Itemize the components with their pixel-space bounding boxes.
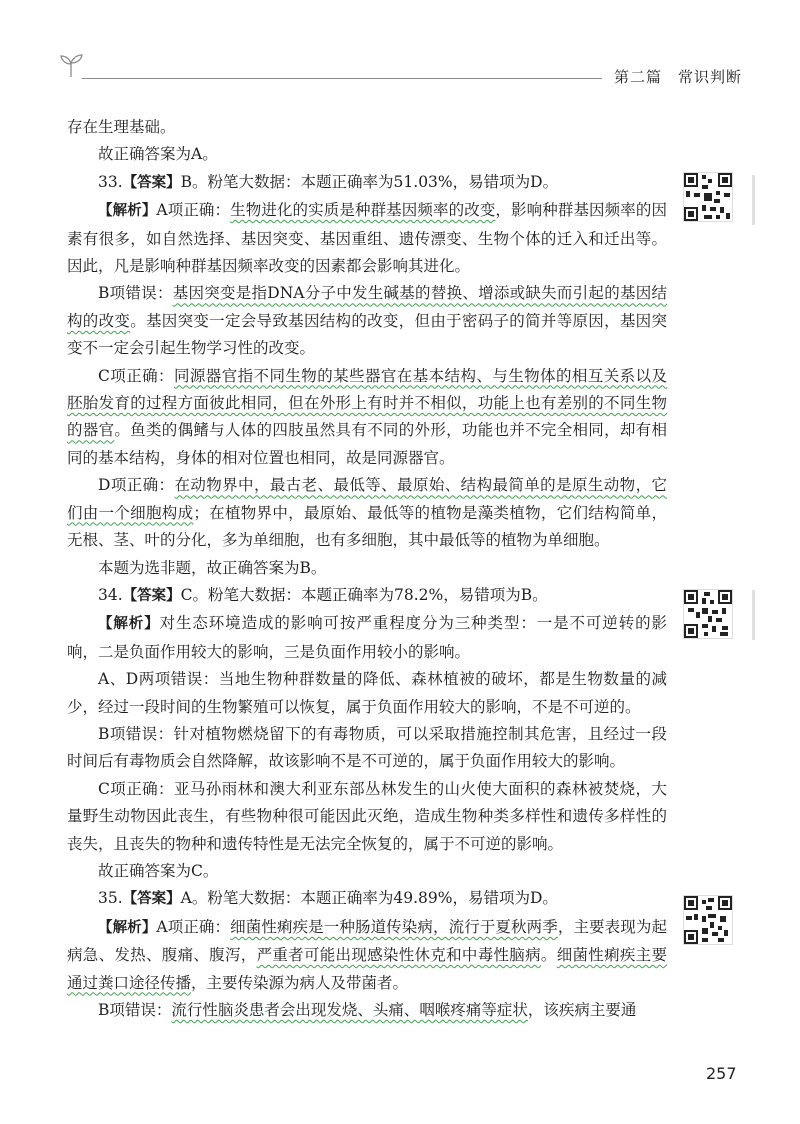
question-35-analysis-b [67, 997, 667, 1024]
analysis-label: 【解析】 [98, 616, 160, 633]
analysis-label: 【解析】 [98, 919, 157, 936]
qr-code-icon [684, 896, 732, 944]
question-34-analysis-ad [67, 666, 667, 721]
page-header [0, 0, 800, 100]
underlined-text: 同源器官指不同生物的某些器官在基本结构、与生物体的相互关系以及胚胎发育的过程方面彼此相同，但在外形上有时并不相似，功能上也有差别的不同生物的器官 [67, 366, 667, 440]
section-title: 第二篇 常识判断 [614, 68, 743, 86]
option-prefix: A、D两项错误： [98, 670, 219, 689]
option-prefix: C项正确： [98, 366, 174, 385]
explanation-text: ，该疾病主要通 [527, 1001, 637, 1019]
question-33-analysis-d [67, 472, 667, 554]
explanation-text: ，主要传染源为病人及带菌者。 [191, 973, 409, 992]
underlined-text: 严重者可能出现感染性休克和中毒性脑病 [256, 946, 541, 965]
option-prefix: A项正确： [156, 201, 231, 220]
answer-label: 【答案】 [122, 174, 181, 191]
answer-text: A。粉笔大数据：本题正确率为49.89%，易错项为D。 [180, 889, 558, 908]
option-prefix: B项错误： [98, 284, 173, 303]
question-33-analysis-a [67, 197, 667, 280]
explanation-text: 当地生物种群数量的降低、森林植被的破坏，都是生物数量的减少，经过一段时间的生物繁殖可以恢复，属于负面作用较大的影响，不是不可逆的。 [67, 670, 667, 716]
paragraph: 故正确答案为A。 [98, 145, 218, 164]
question-34-answer [67, 582, 667, 610]
paragraph: 存在生理基础。 [67, 118, 176, 136]
qr-code-icon [683, 589, 733, 639]
question-number: 34. [98, 585, 123, 604]
explanation-text: 。鱼类的偶鳍与人体的四肢虽然具有不同的外形，功能也并不完全相同，却有相同的基本结构，身体的相对位置也相同，故是同源器官。 [67, 421, 667, 467]
edge-mark [752, 175, 755, 225]
answer-label: 【答案】 [122, 891, 181, 908]
underlined-text: 细菌性痢疾主要通过粪口途径传播 [67, 946, 667, 992]
explanation-text: 亚马孙雨林和澳大利亚东部丛林发生的山火使大面积的森林被焚烧，大量野生动物因此丧生，有些物种很可能因此灭绝，造成生物种类多样性和遗传多样性的丧失，且丧失的物种和遗传特性是无法完全恢复的，属于不可逆的影响。 [67, 779, 667, 853]
question-33-analysis-c [67, 363, 667, 473]
question-35-answer [67, 885, 667, 913]
analysis-label: 【解析】 [98, 203, 157, 220]
question-33-answer [67, 169, 667, 197]
qr-code-icon [683, 895, 733, 945]
answer-text: C。粉笔大数据：本题正确率为78.2%，易错项为B。 [180, 585, 548, 604]
explanation-text: ；在植物界中，最原始、最低等的植物是藻类植物，它们结构简单，无根、茎、叶的分化，多为单细胞，也有多细胞，其中最低等的植物为单细胞。 [67, 503, 667, 550]
question-34-analysis-intro [67, 610, 667, 666]
edge-mark [752, 590, 755, 640]
explanation-text: 。 [540, 946, 557, 965]
option-prefix: B项错误： [98, 724, 174, 743]
explanation-text: ，影响种群基因频率的因素有很多，如自然选择、基因突变、基因重组、遗传漂变、生物个体的迁入和迁出等。因此，凡是影响种群基因频率改变的因素都会影响其进化。 [67, 201, 667, 276]
question-34-conclusion: 故正确答案为C。 [98, 861, 219, 880]
question-number: 33. [98, 172, 123, 191]
answer-label: 【答案】 [122, 587, 181, 604]
answer-text: B。粉笔大数据：本题正确率为51.03%，易错项为D。 [180, 172, 559, 191]
header-rule [82, 78, 602, 79]
option-prefix: A项正确： [156, 917, 231, 936]
option-prefix: B项错误： [98, 1001, 172, 1019]
underlined-text: 在动物界中，最古老、最低等、最原始、结构最简单的是原生动物，它们由一个细胞构成 [67, 476, 667, 522]
question-34-analysis-b [67, 721, 667, 776]
underlined-text: 基因突变是指DNA分子中发生碱基的替换、增添或缺失而引起的基因结构的改变 [67, 284, 667, 330]
qr-code-icon [683, 172, 733, 222]
explanation-text: 。基因突变一定会导致基因结构的改变，但由于密码子的简并等原因，基因突变不一定会引起生物学习性的改变。 [67, 311, 667, 358]
question-33-analysis-b [67, 280, 667, 362]
option-prefix: D项正确： [98, 476, 175, 495]
explanation-text: 对生态环境造成的影响可按严重程度分为三种类型：一是不可逆转的影响，二是负面作用较大的影响，三是负面作用较小的影响。 [67, 614, 667, 661]
question-35-analysis-a [67, 914, 667, 997]
page-number: 257 [706, 1064, 737, 1083]
sprout-icon [58, 52, 84, 78]
option-prefix: C项正确： [98, 779, 174, 798]
question-34-analysis-c [67, 776, 667, 858]
page-content [67, 114, 667, 1024]
question-33-conclusion: 本题为选非题，故正确答案为B。 [98, 558, 327, 577]
qr-code-icon [684, 173, 732, 221]
explanation-text: ，主要表现为起病急、发热、腹痛、腹泻， [67, 917, 667, 965]
question-number: 35. [98, 889, 123, 908]
underlined-text: 流行性脑炎患者会出现发烧、头痛、咽喉疼痛等症状 [171, 1001, 528, 1019]
underlined-text: 生物进化的实质是种群基因频率的改变 [230, 201, 496, 220]
explanation-text: 针对植物燃烧留下的有毒物质，可以采取措施控制其危害，且经过一段时间后有毒物质会自然降解，故该影响不是不可逆的，属于负面作用较大的影响。 [67, 724, 667, 771]
underlined-text: 细菌性痢疾是一种肠道传染病，流行于夏秋两季 [230, 917, 558, 936]
qr-code-icon [684, 590, 732, 638]
